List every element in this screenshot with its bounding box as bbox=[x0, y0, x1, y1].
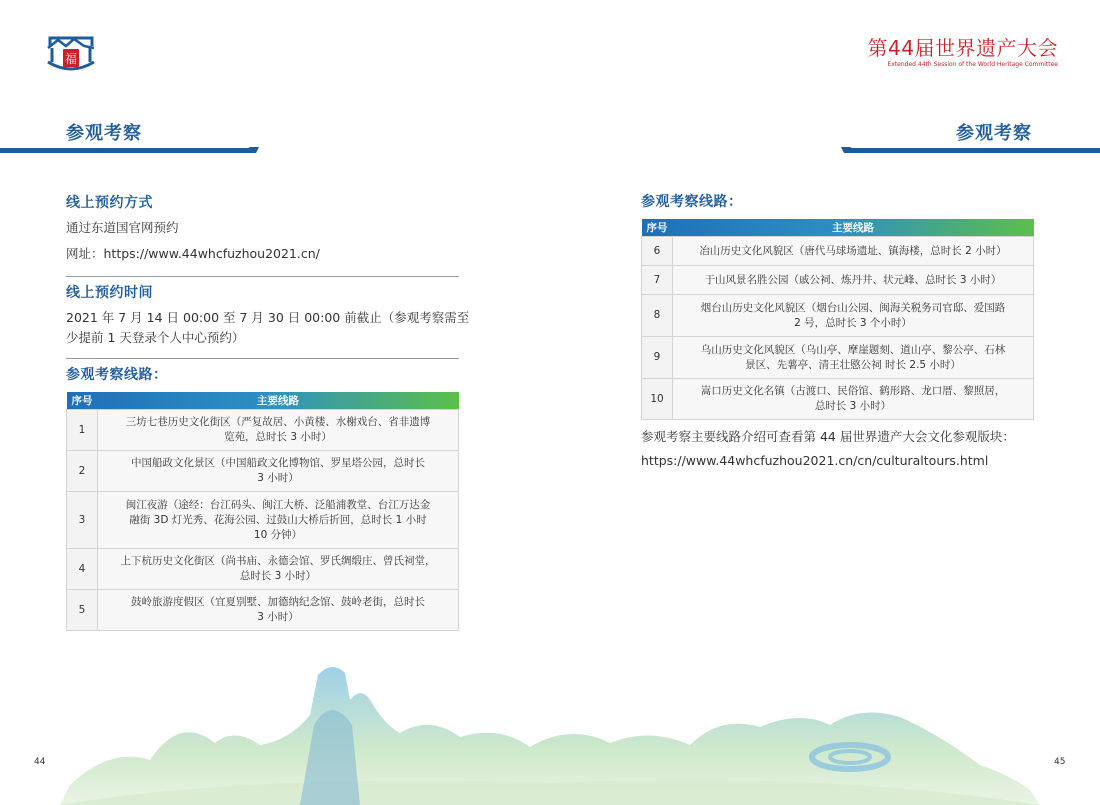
route-no: 4 bbox=[67, 549, 98, 590]
route-line: 于山风景名胜公园（戚公祠、炼丹井、状元峰、总时长 3 小时） bbox=[704, 273, 1002, 286]
route-no: 8 bbox=[642, 295, 673, 337]
route-desc bbox=[98, 590, 459, 631]
table-row bbox=[642, 237, 1034, 266]
route-desc bbox=[673, 266, 1034, 295]
section-title-bar bbox=[838, 147, 1100, 153]
route-line: 3 小时） bbox=[257, 611, 299, 623]
route-line: 总时长 3 小时） bbox=[239, 570, 317, 582]
route-line: 鼓岭旅游度假区（宜夏别墅、加德纳纪念馆、鼓岭老街，总时长 bbox=[131, 596, 425, 608]
routes-table bbox=[66, 392, 459, 631]
route-line: 3 小时） bbox=[257, 472, 299, 484]
booking-url[interactable]: 网址：https://www.44whcfuzhou2021.cn/ bbox=[66, 246, 320, 261]
routes-table bbox=[641, 219, 1034, 420]
route-desc bbox=[673, 295, 1034, 337]
route-line: 上下杭历史文化街区（尚书庙、永德会馆、罗氏绸缎庄、曾氏祠堂， bbox=[120, 555, 436, 567]
booking-time-line-1: 2021 年 7 月 14 日 00:00 至 7 月 30 日 00:00 前截止（参观考察需至 bbox=[66, 310, 470, 325]
route-desc bbox=[98, 451, 459, 492]
table-row bbox=[67, 451, 459, 492]
brand-block bbox=[868, 36, 1058, 68]
route-no: 1 bbox=[67, 410, 98, 451]
page-number: 45 bbox=[1054, 757, 1066, 767]
route-line: 嵩口历史文化名镇（古渡口、民俗馆、鹤形路、龙口厝、黎照居， bbox=[700, 385, 1006, 397]
section-title-bar bbox=[0, 147, 262, 153]
route-line: 中国船政文化景区（中国船政文化博物馆、罗星塔公园，总时长 bbox=[131, 457, 425, 469]
booking-method-text: 通过东道国官网预约 bbox=[66, 220, 179, 235]
table-row bbox=[67, 492, 459, 549]
table-row bbox=[642, 379, 1034, 420]
routes-heading: 参观考察线路： bbox=[66, 367, 168, 383]
route-no: 9 bbox=[642, 337, 673, 379]
divider bbox=[66, 358, 459, 359]
page-number: 44 bbox=[34, 757, 46, 767]
route-line: 总时长 3 小时） bbox=[814, 400, 892, 412]
landscape-illustration bbox=[0, 655, 1100, 805]
table-row bbox=[642, 266, 1034, 295]
route-desc bbox=[98, 492, 459, 549]
table-header-row bbox=[642, 219, 1034, 237]
route-line: 景区、先薯亭、清王壮愍公祠 时长 2.5 小时） bbox=[745, 358, 961, 371]
route-no: 2 bbox=[67, 451, 98, 492]
booking-time-heading: 线上预约时间 bbox=[66, 285, 153, 301]
route-line: 三坊七巷历史文化街区（严复故居、小黄楼、水榭戏台、省非遗博 bbox=[125, 416, 431, 428]
route-desc bbox=[673, 379, 1034, 420]
brand-subtitle: Extended 44th Session of the World Heritage Committee bbox=[887, 61, 1058, 68]
table-header-row bbox=[67, 392, 459, 410]
route-line: 融街 3D 灯光秀、花海公园、过鼓山大桥后折回，总时长 1 小时 bbox=[129, 513, 427, 526]
route-no: 3 bbox=[67, 492, 98, 549]
route-line: 览苑，总时长 3 小时） bbox=[224, 431, 332, 443]
table-row bbox=[642, 295, 1034, 337]
footer-url[interactable]: https://www.44whcfuzhou2021.cn/cn/culturaltours.html bbox=[641, 453, 989, 468]
table-row bbox=[67, 549, 459, 590]
route-line: 2 号，总时长 3 个小时） bbox=[794, 316, 912, 329]
header-route: 主要线路 bbox=[832, 222, 874, 234]
header-no: 序号 bbox=[646, 222, 668, 234]
route-no: 7 bbox=[642, 266, 673, 295]
routes-heading: 参观考察线路： bbox=[641, 194, 743, 210]
route-no: 6 bbox=[642, 237, 673, 266]
section-title: 参观考察 bbox=[956, 123, 1032, 144]
route-line: 乌山历史文化风貌区（乌山亭、摩崖题刻、道山亭、黎公亭、石林 bbox=[700, 343, 1006, 356]
header-route: 主要线路 bbox=[257, 395, 299, 407]
route-line: 冶山历史文化风貌区（唐代马球场遗址、镇海楼，总时长 2 小时） bbox=[699, 244, 1007, 257]
divider bbox=[66, 276, 459, 277]
route-desc bbox=[673, 237, 1034, 266]
route-desc bbox=[98, 549, 459, 590]
route-line: 烟台山历史文化风貌区（烟台山公园、闽海关税务司官邸、爱国路 bbox=[700, 301, 1006, 314]
table-row bbox=[67, 590, 459, 631]
section-title: 参观考察 bbox=[66, 123, 142, 144]
route-desc bbox=[673, 337, 1034, 379]
route-desc bbox=[98, 410, 459, 451]
logo-glyph: 福 bbox=[64, 52, 78, 66]
route-no: 5 bbox=[67, 590, 98, 631]
route-line: 闽江夜游（途经：台江码头、闽江大桥、泛船浦教堂、台江万达金 bbox=[125, 498, 431, 511]
header-no: 序号 bbox=[71, 395, 93, 407]
footer-text: 参观考察主要线路介绍可查看第 44 届世界遗产大会文化参观版块： bbox=[641, 429, 1015, 444]
table-row bbox=[67, 410, 459, 451]
booking-method-heading: 线上预约方式 bbox=[66, 195, 153, 211]
fuzhou-heritage-logo bbox=[44, 32, 98, 78]
booking-time-line-2: 少提前 1 天登录个人中心预约） bbox=[66, 330, 245, 345]
brand-title: 第44届世界遗产大会 bbox=[867, 36, 1058, 60]
route-line: 10 分钟） bbox=[253, 528, 303, 541]
route-no: 10 bbox=[642, 379, 673, 420]
table-row bbox=[642, 337, 1034, 379]
